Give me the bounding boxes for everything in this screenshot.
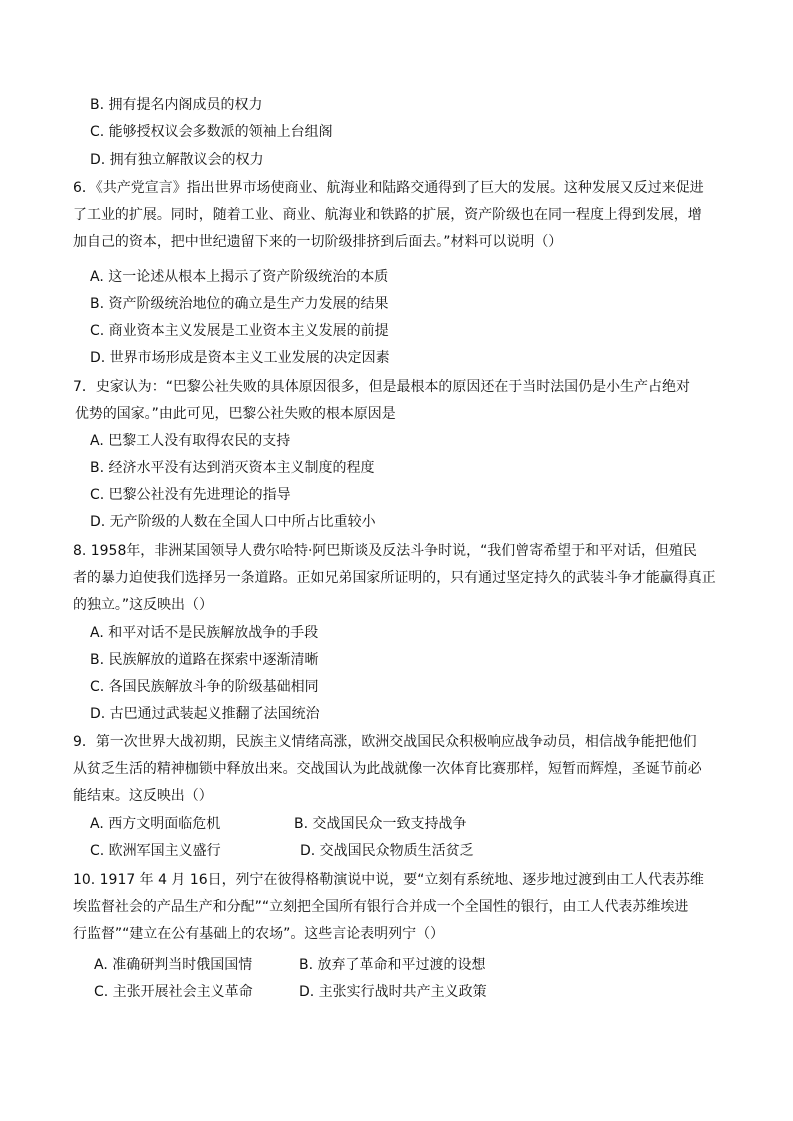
q7-stem-line-2: 优势的国家。”由此可见，巴黎公社失败的根本原因是 [75,406,396,422]
q9-stem-line-3: 能结束。这反映出（） [73,788,213,804]
q7-option-a: A. 巴黎工人没有取得农民的支持 [90,433,291,449]
q9-stem-line-1: 9．第一次世界大战初期，民族主义情绪高涨，欧洲交战国民众积极响应战争动员，相信战争能把他们 [73,734,697,750]
q7-option-d: D. 无产阶级的人数在全国人口中所占比重较小 [90,514,376,530]
q8-option-c: C. 各国民族解放斗争的阶级基础相同 [90,679,319,695]
q6-stem-line-3: 加自己的资本，把中世纪遗留下来的一切阶级排挤到后面去。”材料可以说明（） [73,234,563,250]
q7-option-b: B. 经济水平没有达到消灭资本主义制度的程度 [90,460,375,476]
q8-option-a: A. 和平对话不是民族解放战争的手段 [90,625,319,641]
q8-option-b: B. 民族解放的道路在探索中逐渐清晰 [90,652,319,668]
q7-option-c: C. 巴黎公社没有先进理论的指导 [90,487,291,503]
q10-option-d: D. 主张实行战时共产主义政策 [299,984,487,1000]
q9-option-a: A. 西方文明面临危机 [90,816,221,832]
q5-option-b: B. 拥有提名内阁成员的权力 [90,97,263,113]
q8-stem-line-3: 的独立。”这反映出（） [73,597,213,613]
q9-option-c: C. 欧洲军国主义盛行 [90,843,221,859]
q10-stem-line-2: 埃监督社会的产品生产和分配”“立刻把全国所有银行合并成一个全国性的银行，由工人代表苏维埃进 [73,899,689,915]
q6-option-a: A. 这一论述从根本上揭示了资产阶级统治的本质 [90,269,389,285]
q6-option-d: D. 世界市场形成是资本主义工业发展的决定因素 [90,350,390,366]
q8-stem-line-1: 8. 1958年，非洲某国领导人费尔哈特·阿巴斯谈及反法斗争时说，“我们曾寄希望于和平对话，但殖民 [73,543,697,559]
q8-option-d: D. 古巴通过武装起义推翻了法国统治 [90,706,320,722]
q7-stem-line-1: 7．史家认为：“巴黎公社失败的具体原因很多，但是最根本的原因还在于当时法国仍是小生产占绝对 [73,379,690,395]
q5-option-c: C. 能够授权议会多数派的领袖上台组阁 [90,124,333,140]
q5-option-d: D. 拥有独立解散议会的权力 [90,152,264,168]
q10-option-a: A. 准确研判当时俄国国情 [94,957,253,973]
q9-stem-line-2: 从贫乏生活的精神枷锁中释放出来。交战国认为此战就像一次体育比赛那样，短暂而辉煌，圣诞节前必 [73,761,702,777]
q6-stem-line-2: 了工业的扩展。同时，随着工业、商业、航海业和铁路的扩展，资产阶级也在同一程度上得到发展，增 [73,207,702,223]
q10-option-c: C. 主张开展社会主义革命 [94,984,253,1000]
q6-option-c: C. 商业资本主义发展是工业资本主义发展的前提 [90,323,389,339]
q6-option-b: B. 资产阶级统治地位的确立是生产力发展的结果 [90,296,389,312]
q9-option-d: D. 交战国民众物质生活贫乏 [300,843,474,859]
q10-stem-line-1: 10. 1917 年 4 月 16日，列宁在彼得格勒演说中说，要“立刻有系统地、逐步地过渡到由工人代表苏维 [73,872,704,888]
q10-option-b: B. 放弃了革命和平过渡的设想 [299,957,486,973]
q8-stem-line-2: 者的暴力迫使我们选择另一条道路。正如兄弟国家所证明的，只有通过坚定持久的武装斗争才能赢得真正 [73,570,716,586]
q9-option-b: B. 交战国民众一致支持战争 [294,816,467,832]
q10-stem-line-3: 行监督”“建立在公有基础上的农场”。这些言论表明列宁（） [73,926,445,942]
q6-stem-line-1: 6．《共产党宣言》指出世界市场使商业、航海业和陆路交通得到了巨大的发展。这种发展又反过来促进 [73,180,704,196]
